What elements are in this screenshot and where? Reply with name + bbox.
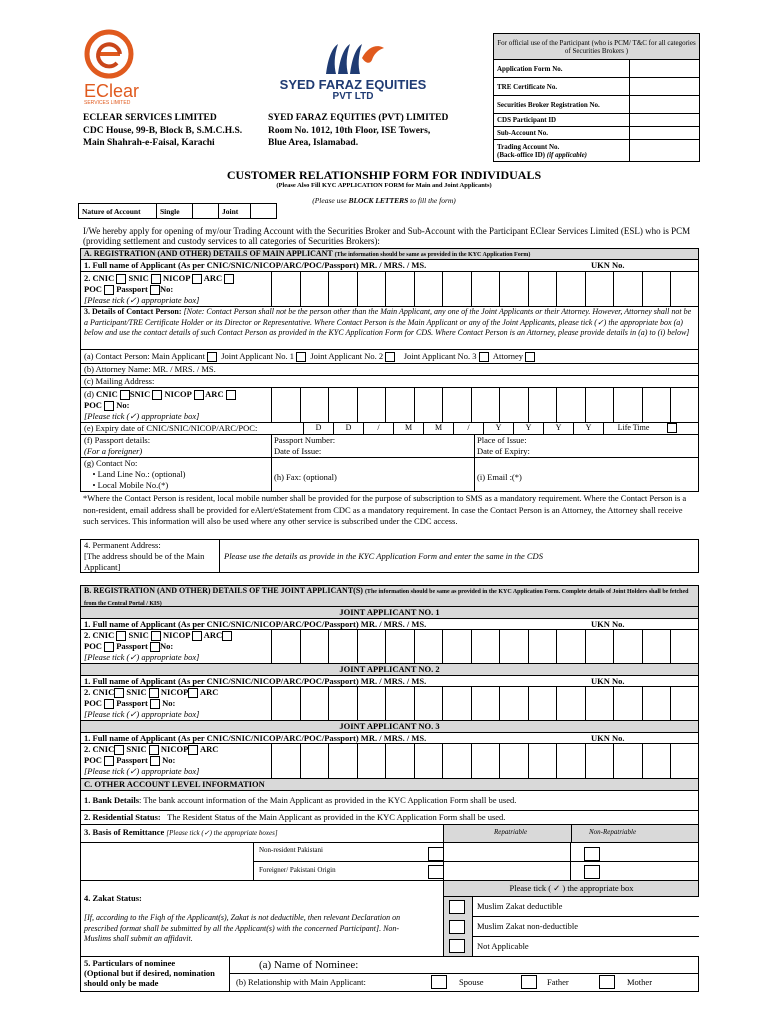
zakat-row: [80, 880, 699, 956]
nature-joint-label: Joint: [219, 204, 251, 219]
cnic-label: CNIC: [96, 389, 118, 399]
bank-details-label: 1. Bank Details: [84, 795, 140, 805]
page-title: CUSTOMER RELATIONSHIP FORM FOR INDIVIDUALS: [226, 168, 542, 182]
nominee-label-block: [84, 958, 229, 988]
syed-address-line: Room No. 1012, 10th Floor, ISE Towers,: [268, 125, 431, 136]
nominee-father-checkbox[interactable]: [521, 975, 537, 989]
cp-opt-joint-2-checkbox[interactable]: [385, 352, 395, 362]
eclear-address-line: ECLEAR SERVICES LIMITED: [83, 113, 217, 123]
remit-row-nonresident-label: Non-resident Pakistani: [259, 846, 323, 854]
official-use-table: [493, 33, 700, 162]
zakat-na-checkbox[interactable]: [449, 939, 465, 953]
arc-checkbox[interactable]: [224, 274, 234, 284]
nicop-label: NICOP: [163, 273, 190, 283]
eclear-logo: [84, 28, 148, 110]
official-row-label: Securities Broker Registration No.: [494, 96, 630, 114]
cp-opt-joint-1-label: Joint Applicant No. 1: [221, 351, 294, 361]
poc-label: POC: [84, 400, 102, 411]
date-cell: /: [363, 423, 393, 434]
fax-label: (h) Fax: (optional): [274, 472, 337, 482]
date-cell: D: [333, 423, 363, 434]
snic-checkbox[interactable]: [151, 274, 161, 284]
backoffice-label: (Back-office ID): [497, 150, 546, 159]
id-number-prefix: 2.: [84, 630, 91, 640]
cp-opt-joint-3-checkbox[interactable]: [479, 352, 489, 362]
zakat-opt-deductible-label: Muslim Zakat deductible: [473, 897, 699, 917]
cnic-checkbox[interactable]: [120, 390, 130, 400]
ukn-label: UKN No.: [591, 260, 625, 270]
ukn-label: UKN No.: [591, 733, 625, 743]
contact-no-block: (g) Contact No: • Land Line No.: (optional) • Local Mobile No.(*): [84, 458, 186, 490]
nominee-sub: (Optional but if desired, nomination should only be made: [84, 968, 215, 988]
ukn-label: UKN No.: [591, 676, 625, 686]
joint-2-header: JOINT APPLICANT NO. 2: [80, 663, 699, 675]
full-name-label: 1. Full name of Applicant (As per CNIC/SNIC/NICOP/ARC/POC/Passport) MR. / MRS. / MS.: [84, 733, 427, 743]
id-no-label: No:: [116, 400, 130, 411]
zakat-opt-na-label: Not Applicable: [477, 941, 529, 951]
arc-label: ARC: [199, 687, 219, 697]
poc-checkbox[interactable]: [104, 756, 114, 766]
nicop-label: NICOP: [163, 630, 190, 640]
cp-opt-joint-3-label: Joint Applicant No. 3: [403, 351, 477, 361]
official-header: For official use of the Participant (who is PCM/ T&C for all categories of Securities Brokers ): [494, 34, 700, 60]
main-id-grid[interactable]: [271, 272, 699, 306]
official-row-field[interactable]: [630, 60, 700, 78]
if-applicable: (if applicable): [546, 150, 588, 159]
arc-checkbox[interactable]: [226, 390, 236, 400]
cp-opt-joint-1-checkbox[interactable]: [296, 352, 306, 362]
permanent-address-row: [80, 539, 699, 573]
eclear-address-line: Main Shahrah-e-Faisal, Karachi: [83, 138, 215, 148]
mailing-address-label: (c) Mailing Address:: [84, 376, 155, 386]
residential-status-label: 2. Residential Status:: [84, 812, 161, 822]
poc-checkbox[interactable]: [104, 401, 114, 411]
snic-label: SNIC: [126, 744, 147, 754]
bank-details-row: [80, 790, 699, 810]
syed-sub: PVT LTD: [332, 91, 374, 102]
star-note: *Where the Contact Person is resident, local mobile number shall be provided for the purpose of subscription to SMS as a mandatory requirement. Where the Contact Person is a non-resident, email address shall be provided for eAlert/eStatement from CDC as a mandatory requirement. In case the Contact Person is an Attorney, the Attorney shall receive such services. This information will also be used where any other service is subscribed under the CDC access.: [83, 493, 687, 526]
id-number-prefix: 2.: [84, 273, 91, 283]
nominee-label: 5. Particulars of nominee: [84, 958, 176, 968]
date-cell: Y: [483, 423, 513, 434]
official-row-field[interactable]: [630, 96, 700, 114]
expiry-date-label: (e) Expiry date of CNIC/SNIC/NICOP/ARC/POC:: [84, 423, 258, 433]
nominee-name-label: (a) Name of Nominee:: [259, 959, 359, 971]
full-name-label: 1. Full name of Applicant (As per CNIC/SNIC/NICOP/ARC/POC/Passport) MR. / MRS. / MS.: [84, 260, 427, 270]
section-b-note: (The information should be same as provided in the KYC Application Form. Complete details of Joint Holders shall be fetched from the Central Portal / KIS): [84, 589, 689, 607]
cp-opt-joint-2-label: Joint Applicant No. 2: [310, 351, 384, 361]
block-letters-post: to fill the form): [408, 196, 456, 205]
snic-checkbox[interactable]: [152, 390, 162, 400]
remit-foreigner-repat-checkbox[interactable]: [428, 865, 444, 879]
snic-label: SNIC: [129, 389, 151, 399]
attorney-name-label: (b) Attorney Name: MR. / MRS. / MS.: [84, 364, 216, 374]
intro-text: I/We hereby apply for opening of my/our Trading Account with the Securities Broker and Sub-Account with the Participant EClear Services Limited (ESL) who is PCM (providing settlement and custody services to all categories of Securities Brokers):: [83, 226, 691, 246]
attorney-id-row: [80, 387, 699, 422]
section-a-note: (The information should be same as provided in the KYC Application Form): [334, 252, 531, 258]
joint-1-id-grid[interactable]: [271, 630, 699, 663]
zakat-options-panel: [472, 897, 699, 956]
poc-label: POC: [84, 755, 102, 766]
eclear-logo-mark: [84, 28, 134, 80]
eclear-address-line: CDC House, 99-B, Block B, S.M.C.H.S.: [83, 125, 243, 136]
passport-date-issue-label: Date of Issue:: [274, 446, 322, 456]
divider: [474, 435, 475, 457]
remit-foreigner-nonrepat-checkbox[interactable]: [584, 865, 600, 879]
nature-joint-checkbox[interactable]: [251, 204, 277, 219]
id-no-label: No:: [162, 698, 176, 709]
mailing-address-row: [80, 375, 699, 387]
syed-logo: [268, 38, 438, 104]
attorney-id-grid[interactable]: [271, 388, 699, 422]
date-cell: D: [303, 423, 333, 434]
official-row-field[interactable]: [630, 127, 700, 140]
block-letters-bold: BLOCK LETTERS: [348, 196, 409, 205]
syed-name: SYED FARAZ EQUITIES: [279, 77, 427, 92]
passport-number-label: Passport Number:: [274, 435, 336, 445]
divider: [219, 540, 220, 573]
passport-details-label: (f) Passport details:: [84, 435, 151, 445]
zakat-tick-hint: Please tick ( ✓ ) the appropriate box: [444, 881, 699, 897]
snic-checkbox[interactable]: [149, 688, 159, 698]
nominee-relationship-label: (b) Relationship with Main Applicant:: [236, 977, 366, 987]
full-name-label: 1. Full name of Applicant (As per CNIC/SNIC/NICOP/ARC/POC/Passport) MR. / MRS. / MS.: [84, 676, 427, 686]
official-row-label: TRE Certificate No.: [494, 78, 630, 96]
attorney-id-types: [84, 389, 236, 422]
email-label: (i) Email :(*): [477, 472, 522, 482]
divider: [571, 825, 572, 842]
eclear-name: EClear: [84, 81, 140, 101]
joint-3-id-row: [80, 743, 699, 778]
id-no-label: No:: [159, 284, 174, 295]
syed-address: [268, 112, 448, 150]
nicop-checkbox[interactable]: [188, 688, 198, 698]
repatriable-header: Repatriable: [494, 828, 528, 836]
official-row-field[interactable]: [630, 140, 700, 162]
date-cell: M: [423, 423, 453, 434]
remittance-hint: [Please tick (✓) the appropriate boxes]: [166, 829, 278, 837]
poc-label: POC: [84, 284, 102, 295]
poc-checkbox[interactable]: [104, 699, 114, 709]
nominee-spouse-checkbox[interactable]: [431, 975, 447, 989]
joint-2-id-types: [84, 687, 218, 720]
tick-hint: [Please tick (✓) appropriate box]: [84, 652, 200, 663]
passport-details-sub: (For a foreigner): [84, 446, 143, 456]
passport-checkbox[interactable]: [150, 756, 160, 766]
lifetime-checkbox[interactable]: [667, 423, 677, 433]
cnic-label: CNIC: [92, 630, 115, 640]
arc-checkbox[interactable]: [222, 631, 232, 641]
passport-label: Passport: [116, 284, 148, 295]
poc-label: POC: [84, 698, 102, 709]
contact-no-label: (g) Contact No:: [84, 458, 138, 468]
cp-opt-attorney-checkbox[interactable]: [525, 352, 535, 362]
remittance-label-block: [84, 827, 278, 837]
joint-2-id-row: [80, 686, 699, 720]
joint-2-full-name-row: [80, 675, 699, 686]
passport-details-row: [80, 434, 699, 457]
syed-address-line: Blue Area, Islamabad.: [268, 138, 359, 148]
joint-3-id-grid[interactable]: [271, 744, 699, 778]
official-row-label: Application Form No.: [494, 60, 630, 78]
nicop-label: NICOP: [160, 744, 189, 754]
official-row-label: [494, 140, 630, 162]
nicop-checkbox[interactable]: [188, 745, 198, 755]
landline-label: Land Line No.: (optional): [97, 469, 186, 479]
snic-label: SNIC: [128, 273, 149, 283]
joint-3-id-types: [84, 744, 218, 777]
official-row-field[interactable]: [630, 78, 700, 96]
contact-person-a-row: [80, 349, 699, 363]
contact-no-row: [80, 457, 699, 492]
cp-d-prefix: (d): [84, 389, 94, 399]
passport-details-label-block: [84, 435, 150, 457]
main-id-row: [80, 271, 699, 306]
cnic-checkbox[interactable]: [116, 631, 126, 641]
section-c-header: C. OTHER ACCOUNT LEVEL INFORMATION: [80, 778, 699, 790]
joint-3-header: JOINT APPLICANT NO. 3: [80, 720, 699, 732]
tick-hint: [Please tick (✓) appropriate box]: [84, 709, 200, 720]
nominee-mother-label: Mother: [627, 977, 653, 987]
zakat-deductible-checkbox[interactable]: [449, 900, 465, 914]
id-number-prefix: 2.: [84, 687, 91, 697]
official-row-label: Sub-Account No.: [494, 127, 630, 140]
joint-2-id-grid[interactable]: [271, 687, 699, 720]
passport-label: Passport: [116, 755, 148, 766]
id-no-label: No:: [162, 755, 176, 766]
contact-person-note: [Note: Contact Person shall not be the person other than the Main Applicant, any one of the Joint Applicants or their Attorney. However, Attorney shall not be a Participant/TRE Certificate Holder or its Director or Representative. Where Contact Person is the Main Applicant or any of the Joint Applicants, please tick (✓) the appropriate box (a) below and use the contact details of such Contact Person as provided in the KYC Application Form for CDS. Where Contact Person is an Attorney, please provide details in (a) to (i) below]: [84, 307, 692, 337]
passport-checkbox[interactable]: [150, 699, 160, 709]
divider: [229, 957, 230, 992]
joint-1-full-name-row: [80, 618, 699, 629]
passport-checkbox[interactable]: [150, 642, 160, 652]
permanent-address-label-block: [84, 540, 214, 573]
arc-label: ARC: [203, 630, 223, 640]
divider: [253, 861, 698, 862]
passport-fields-right: [477, 435, 530, 457]
mobile-label: Local Mobile No.(*): [97, 480, 169, 490]
zakat-opt-nondeductible-label: Muslim Zakat non-deductible: [473, 917, 699, 937]
snic-label: SNIC: [128, 630, 149, 640]
syed-address-line: SYED FARAZ EQUITIES (PVT) LIMITED: [268, 113, 449, 123]
nature-single-label: Single: [157, 204, 193, 219]
divider: [271, 435, 272, 457]
nature-single-checkbox[interactable]: [193, 204, 219, 219]
date-cell: /: [453, 423, 483, 434]
divider: [474, 458, 475, 492]
page-subtitle: (Please Also Fill KYC APPLICATION FORM for Main and Joint Applicants): [276, 182, 492, 189]
joint-3-full-name-row: [80, 732, 699, 743]
cnic-label: CNIC: [92, 744, 115, 754]
official-row-label: CDS Participant ID: [494, 114, 630, 127]
nature-of-account: [78, 203, 277, 219]
section-a-header: [80, 248, 699, 259]
ukn-label: UKN No.: [591, 619, 625, 629]
remittance-label: 3. Basis of Remittance: [84, 827, 165, 837]
tick-hint: [Please tick (✓) appropriate box]: [84, 766, 200, 777]
date-cell: Y: [573, 423, 603, 434]
tick-hint: [Please tick (✓) appropriate box]: [84, 411, 200, 422]
cp-opt-main-applicant-label: Main Applicant: [151, 351, 205, 361]
cnic-checkbox[interactable]: [114, 745, 124, 755]
cnic-label: CNIC: [92, 273, 115, 283]
cnic-checkbox[interactable]: [114, 688, 124, 698]
passport-label: Passport: [116, 641, 148, 652]
id-no-label: No:: [159, 641, 174, 652]
zakat-nondeductible-checkbox[interactable]: [449, 920, 465, 934]
nominee-father-label: Father: [547, 977, 569, 987]
joint-1-id-types: [84, 630, 232, 663]
expiry-date-row: [80, 422, 699, 434]
passport-fields-left: [274, 435, 335, 457]
zakat-note: [If, according to the Fiqh of the Applicant(s), Zakat is not deductible, then relevant Declaration on prescribed format shall be submitted by all the Applicant(s) with the concerned Participant]. Non-Muslims shall submit an affidavit.: [84, 913, 401, 943]
nicop-checkbox[interactable]: [194, 390, 204, 400]
date-cell: Y: [513, 423, 543, 434]
arc-label: ARC: [203, 273, 223, 283]
block-letters-pre: (Please use: [312, 196, 349, 205]
non-repatriable-header: Non-Repatriable: [589, 828, 637, 836]
nominee-spouse-label: Spouse: [459, 977, 484, 987]
nicop-label: NICOP: [160, 687, 189, 697]
arc-label: ARC: [205, 389, 224, 399]
divider: [229, 973, 698, 974]
full-name-label: 1. Full name of Applicant (As per CNIC/SNIC/NICOP/ARC/POC/Passport) MR. / MRS. / MS.: [84, 619, 427, 629]
nominee-row: [80, 956, 699, 992]
divider: [81, 842, 698, 843]
snic-checkbox[interactable]: [149, 745, 159, 755]
trading-account-label: Trading Account No.: [497, 142, 560, 151]
cp-a-label: (a) Contact Person:: [84, 351, 150, 361]
residential-status-text: The Resident Status of the Main Applicant as provided in the KYC Application Form shall be used.: [167, 812, 506, 822]
nicop-checkbox[interactable]: [192, 274, 202, 284]
nominee-mother-checkbox[interactable]: [599, 975, 615, 989]
bank-details-text: : The bank account information of the Main Applicant as provided in the KYC Application Form shall be used.: [139, 795, 517, 805]
residential-status-row: [80, 810, 699, 824]
poc-checkbox[interactable]: [104, 285, 114, 295]
poc-label: POC: [84, 641, 102, 652]
section-b-header: [80, 585, 699, 606]
eclear-address: [83, 112, 242, 150]
remittance-row: [80, 824, 699, 880]
snic-label: SNIC: [126, 687, 147, 697]
passport-date-expiry-label: Date of Expiry:: [477, 446, 530, 456]
cp-opt-main-applicant-checkbox[interactable]: [207, 352, 217, 362]
syed-logo-mark: [318, 38, 388, 76]
poc-checkbox[interactable]: [104, 642, 114, 652]
date-cell: M: [393, 423, 423, 434]
permanent-address-sub: [The address should be of the Main Applicant]: [84, 551, 205, 572]
joint-1-header: JOINT APPLICANT NO. 1: [80, 606, 699, 618]
id-number-prefix: 2.: [84, 744, 91, 754]
remittance-columns-header: [443, 825, 698, 842]
zakat-label: 4. Zakat Status:: [84, 893, 142, 903]
permanent-address-text: Please use the details as provide in the KYC Application Form and enter the same in the CDS: [224, 551, 543, 561]
remit-nonresident-nonrepat-checkbox[interactable]: [584, 847, 600, 861]
official-row-field[interactable]: [630, 114, 700, 127]
main-full-name-row: [80, 259, 699, 271]
lifetime-label: Life Time: [603, 423, 663, 434]
cp-opt-attorney-label: Attorney: [492, 351, 524, 361]
section-b-title: B. REGISTRATION (AND OTHER) DETAILS OF THE JOINT APPLICANT(S): [84, 586, 363, 595]
nicop-label: NICOP: [164, 389, 192, 399]
arc-label: ARC: [199, 744, 219, 754]
contact-person-label: 3. Details of Contact Person:: [84, 307, 182, 316]
passport-label: Passport: [116, 698, 148, 709]
remit-row-foreigner-label: Foreigner/ Pakistani Origin: [259, 866, 336, 874]
permanent-address-label: 4. Permanent Address:: [84, 540, 161, 550]
section-a-title: A. REGISTRATION (AND OTHER) DETAILS OF MAIN APPLICANT: [84, 249, 333, 258]
expiry-date-cells[interactable]: [303, 423, 677, 434]
contact-person-row: [80, 306, 699, 349]
main-id-types: [84, 273, 234, 306]
joint-1-id-row: [80, 629, 699, 663]
attorney-name-row: [80, 363, 699, 375]
snic-checkbox[interactable]: [151, 631, 161, 641]
divider: [271, 458, 272, 492]
remit-nonresident-repat-checkbox[interactable]: [428, 847, 444, 861]
cnic-checkbox[interactable]: [116, 274, 126, 284]
date-cell: Y: [543, 423, 573, 434]
zakat-options: [443, 881, 698, 956]
eclear-tagline: SERVICES LIMITED: [84, 100, 131, 106]
nature-label: Nature of Account: [79, 204, 157, 219]
nicop-checkbox[interactable]: [192, 631, 202, 641]
passport-checkbox[interactable]: [150, 285, 160, 295]
cnic-label: CNIC: [92, 687, 115, 697]
passport-place-issue-label: Place of Issue:: [477, 435, 527, 445]
tick-hint: [Please tick (✓) appropriate box]: [84, 295, 200, 306]
